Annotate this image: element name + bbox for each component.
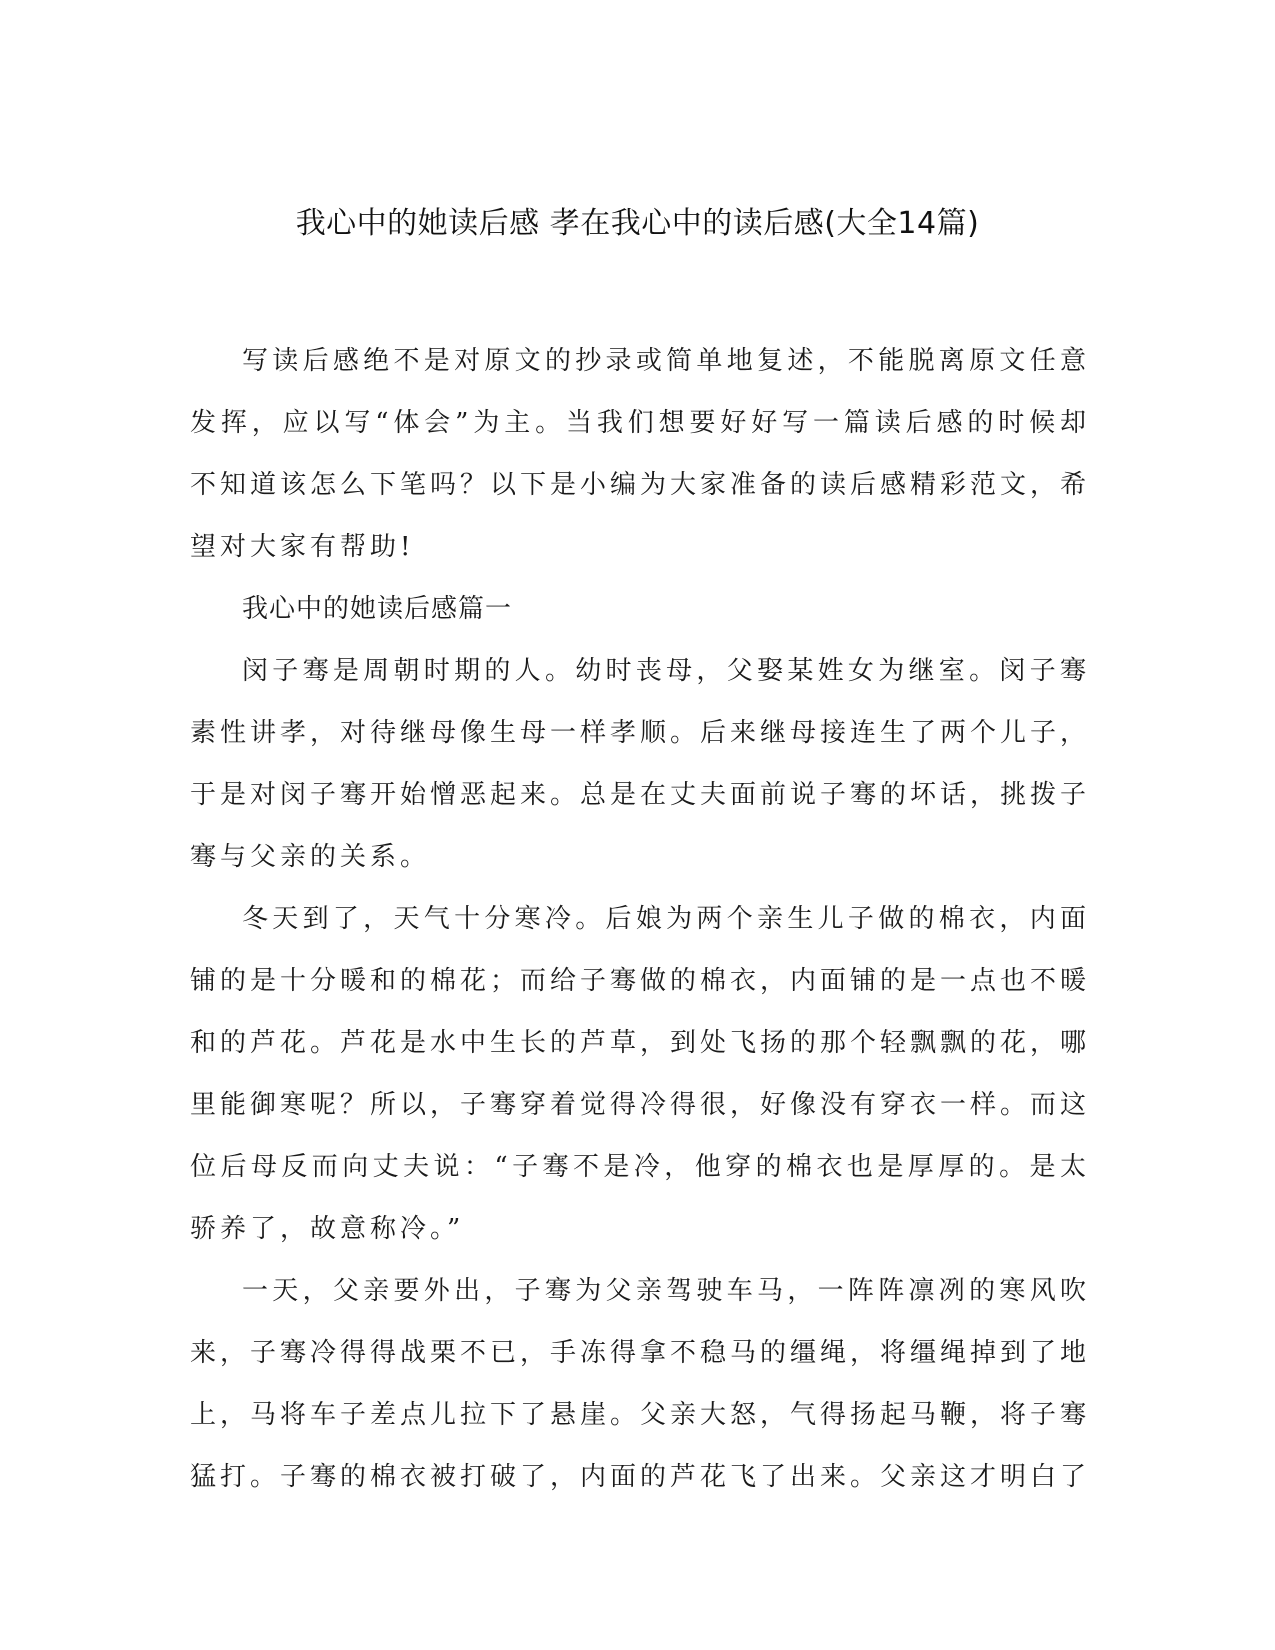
document-title: 我心中的她读后感 孝在我心中的读后感(大全14篇) <box>295 206 980 241</box>
intro-paragraph: 写读后感绝不是对原文的抄录或简单地复述，不能脱离原文任意发挥，应以写“体会”为主。当我们想要好好写一篇读后感的时候却不知道该怎么下笔吗？以下是小编为大家准备的读后感精彩范文，希望对大家有帮助! <box>190 346 1091 562</box>
section-heading: 我心中的她读后感篇一 <box>242 594 513 624</box>
body-paragraph: 闵子骞是周朝时期的人。幼时丧母，父娶某姓女为继室。闵子骞素性讲孝，对待继母像生母一样孝顺。后来继母接连生了两个儿子，于是对闵子骞开始憎恶起来。总是在丈夫面前说子骞的坏话，挑拨子骞与父亲的关系。 <box>190 656 1091 872</box>
document-body <box>190 330 1090 1508</box>
body-paragraph: 一天，父亲要外出，子骞为父亲驾驶车马，一阵阵凛冽的寒风吹来，子骞冷得得战栗不已，手冻得拿不稳马的缰绳，将缰绳掉到了地上，马将车子差点儿拉下了悬崖。父亲大怒，气得扬起马鞭，将子骞猛打。子骞的棉衣被打破了，内面的芦花飞了出来。父亲这才明白了 <box>190 1276 1091 1492</box>
body-paragraph: 冬天到了，天气十分寒冷。后娘为两个亲生儿子做的棉衣，内面铺的是十分暖和的棉花；而给子骞做的棉衣，内面铺的是一点也不暖和的芦花。芦花是水中生长的芦草，到处飞扬的那个轻飘飘的花，哪里能御寒呢？所以，子骞穿着觉得冷得很，好像没有穿衣一样。而这位后母反而向丈夫说：“子骞不是冷，他穿的棉衣也是厚厚的。是太骄养了，故意称冷。” <box>190 904 1091 1244</box>
